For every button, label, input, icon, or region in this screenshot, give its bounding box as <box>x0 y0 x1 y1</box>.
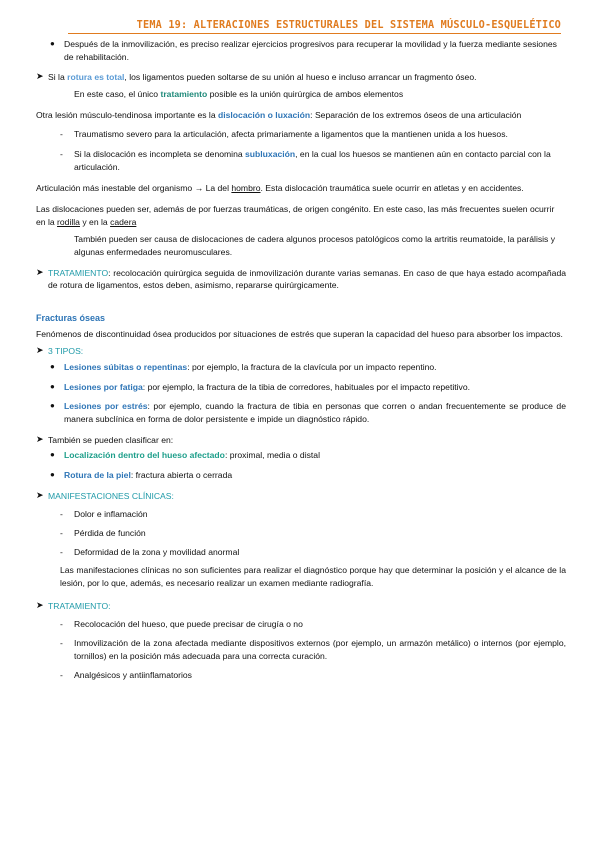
paragraph-text: Analgésicos y antiinflamatorios <box>74 669 192 680</box>
arrow-bullet-icon: ➤ <box>36 266 44 277</box>
paragraph-tratamiento-luxacion <box>36 266 566 293</box>
section-title-fracturas <box>36 312 566 326</box>
list-item-tipo <box>50 400 566 426</box>
page-header-title: TEMA 19: ALTERACIONES ESTRUCTURALES DEL SISTEMA MÚSCULO-ESQUELÉTICO <box>136 20 561 31</box>
list-label: MANIFESTACIONES CLÍNICAS: <box>48 490 174 501</box>
paragraph-dislocacion <box>36 109 566 122</box>
bullet-icon: ● <box>50 381 55 391</box>
dash-marker: - <box>60 129 63 140</box>
paragraph-text: Traumatismo severo para la articulación, afecta primariamente a ligamentos que la mantienen unida a los huesos. <box>74 129 508 140</box>
paragraph-text: Inmovilización de la zona afectada mediante dispositivos externos (por ejemplo, un armazón metálico) o internos (por ejemplo, tornillos) en la posición más adecuada para una correcta curación. <box>74 638 566 661</box>
list-label: También se pueden clasificar en: <box>48 435 174 446</box>
paragraph-text: Si la dislocación es incompleta se denomina subluxación, en la cual los huesos se mantienen aún en contacto parcial con la articulación. <box>74 149 551 173</box>
paragraph-text: Lesiones súbitas o repentinas: por ejemplo, la fractura de la clavícula por un impacto repentino. <box>64 361 437 372</box>
arrow-bullet-icon: ➤ <box>36 489 44 500</box>
paragraph-rotura-total <box>36 70 566 84</box>
arrow-bullet-icon: ➤ <box>36 434 44 445</box>
dash-marker: - <box>60 527 63 538</box>
paragraph-text: Recolocación del hueso, que puede precisar de cirugía o no <box>74 619 303 630</box>
list-item-clasif <box>50 449 566 462</box>
bullet-icon: ● <box>50 401 55 411</box>
paragraph-text: Dolor e inflamación <box>74 508 148 519</box>
list-item-tipo <box>50 361 566 374</box>
paragraph-text: Rotura de la piel: fractura abierta o cerrada <box>64 469 233 480</box>
section-heading: Fracturas óseas <box>36 313 106 324</box>
dash-marker: - <box>60 149 63 160</box>
paragraph-text: Pérdida de función <box>74 527 146 538</box>
bullet-icon: ● <box>50 450 55 460</box>
paragraph-hombro <box>36 182 566 195</box>
paragraph-text: También pueden ser causa de dislocaciones de cadera algunos procesos patológicos como la artritis reumatoide, la parálisis y algunas enfermedades neuromusculares. <box>74 233 556 257</box>
paragraph-text: Otra lesión músculo-tendinosa importante es la dislocación o luxación: Separación de los extremos óseos de una articulación <box>36 109 522 120</box>
dash-item-manif <box>60 527 566 540</box>
paragraph-text: Si la rotura es total, los ligamentos pueden soltarse de su unión al hueso e incluso arrancar un fragmento óseo. <box>48 71 477 82</box>
paragraph-cadera-patologias <box>74 233 566 259</box>
paragraph-text: Las manifestaciones clínicas no son suficientes para realizar el diagnóstico porque hay que determinar la posición y el alcance de la lesión, por lo que, además, es necesario realizar un examen mediante radiografía. <box>60 565 566 589</box>
paragraph-text: Lesiones por fatiga: por ejemplo, la fractura de la tibia de corredores, habituales por el impacto repetitivo. <box>64 381 471 392</box>
arrow-bullet-icon: ➤ <box>36 600 44 611</box>
paragraph-text: Articulación más inestable del organismo → La del hombro. Esta dislocación traumática suele ocurrir en atletas y en accidentes. <box>36 183 524 194</box>
dash-item-trat <box>60 618 566 631</box>
bullet-icon: ● <box>50 39 55 48</box>
list-item-clasif <box>50 469 566 482</box>
bullet-icon: ● <box>50 361 55 371</box>
paragraph-text: Deformidad de la zona y movilidad anormal <box>74 546 240 557</box>
paragraph-rehabilitacion <box>50 38 566 64</box>
paragraph-tratamiento-union <box>74 88 566 101</box>
paragraph-fracturas-intro <box>36 328 566 341</box>
list-label-clasificar <box>36 434 566 447</box>
paragraph-text: Fenómenos de discontinuidad ósea producidos por situaciones de estrés que superan la capacidad del hueso para absorber los impactos. <box>36 328 563 339</box>
list-item-tipo <box>50 381 566 394</box>
list-label-manifestaciones <box>36 489 566 503</box>
paragraph-text: Localización dentro del hueso afectado: proximal, media o distal <box>64 450 320 461</box>
arrow-bullet-icon: ➤ <box>36 70 44 81</box>
arrow-bullet-icon: ➤ <box>36 344 44 355</box>
paragraph-manif-note <box>60 564 566 590</box>
dash-marker: - <box>60 619 63 630</box>
dash-marker: - <box>60 638 63 648</box>
header-rule <box>68 33 561 34</box>
paragraph-congenito <box>36 203 566 229</box>
paragraph-text: En este caso, el único tratamiento posible es la unión quirúrgica de ambos elementos <box>74 88 404 99</box>
dash-marker: - <box>60 546 63 557</box>
dash-marker: - <box>60 508 63 519</box>
dash-item-traumatismo <box>60 128 566 141</box>
list-label-tratamiento <box>36 600 566 613</box>
paragraph-text: Después de la inmovilización, es preciso realizar ejercicios progresivos para recuperar la movilidad y la fuerza mediante sesiones de rehabilitación. <box>64 39 557 62</box>
paragraph-text: Las dislocaciones pueden ser, además de por fuerzas traumáticas, de origen congénito. En este caso, las más frecuentes suelen ocurrir en la rodilla y en la cadera <box>36 204 555 227</box>
bullet-icon: ● <box>50 469 55 479</box>
dash-item-manif <box>60 508 566 521</box>
dash-item-subluxacion <box>60 148 566 174</box>
dash-item-trat <box>60 637 566 663</box>
dash-item-manif <box>60 546 566 559</box>
list-label: 3 TIPOS: <box>48 345 84 356</box>
document-content <box>36 38 566 682</box>
list-label-tipos <box>36 344 566 358</box>
paragraph-text: Lesiones por estrés: por ejemplo, cuando la fractura de tibia en personas que corren o andan frecuentemente se produce de manera subclínica en forma de dolor persistente e impide un diagnóstico rápido. <box>64 401 566 425</box>
paragraph-text: TRATAMIENTO: recolocación quirúrgica seguida de inmovilización durante varias semanas. En caso de que haya estado acompañada de rotura de ligamentos, estos deben, asimismo, repararse quirúrgicamente. <box>48 267 566 291</box>
dash-marker: - <box>60 669 63 680</box>
list-label: TRATAMIENTO: <box>48 601 111 612</box>
dash-item-trat <box>60 669 566 682</box>
